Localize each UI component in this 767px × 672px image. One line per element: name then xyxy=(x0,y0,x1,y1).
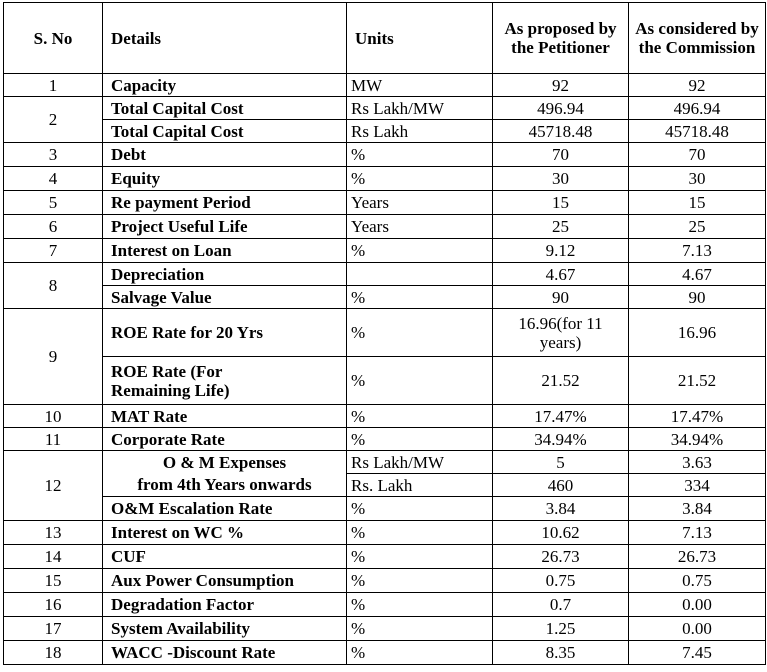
header-units: Units xyxy=(347,3,493,74)
row-commission-value: 15 xyxy=(629,191,766,215)
row-commission-value: 70 xyxy=(629,143,766,167)
table-row xyxy=(4,309,766,357)
parameters-table xyxy=(3,2,766,665)
row-commission-value: 92 xyxy=(629,74,766,97)
row-details: from 4th Years onwards xyxy=(103,474,347,497)
table-row xyxy=(4,167,766,191)
row-details: Debt xyxy=(103,143,347,167)
row-petitioner-value: 10.62 xyxy=(493,521,629,545)
row-petitioner-value: 5 xyxy=(493,451,629,474)
row-sno: 5 xyxy=(4,191,103,215)
row-units: % xyxy=(347,239,493,263)
row-sno: 4 xyxy=(4,167,103,191)
row-petitioner-value: 90 xyxy=(493,286,629,309)
row-petitioner-value: 460 xyxy=(493,474,629,497)
row-sno: 1 xyxy=(4,74,103,97)
row-units: % xyxy=(347,617,493,641)
row-details: Capacity xyxy=(103,74,347,97)
row-details: ROE Rate (For Remaining Life) xyxy=(103,357,347,405)
row-units: % xyxy=(347,521,493,545)
row-details: Corporate Rate xyxy=(103,428,347,451)
header-petitioner: As proposed by the Petitioner xyxy=(493,3,629,74)
row-units: % xyxy=(347,357,493,405)
row-petitioner-value: 45718.48 xyxy=(493,120,629,143)
table-row xyxy=(4,545,766,569)
row-details: Interest on Loan xyxy=(103,239,347,263)
row-units: Rs Lakh/MW xyxy=(347,451,493,474)
row-units: % xyxy=(347,593,493,617)
row-details: Aux Power Consumption xyxy=(103,569,347,593)
row-petitioner-value: 17.47% xyxy=(493,405,629,428)
row-sno: 15 xyxy=(4,569,103,593)
row-details: Interest on WC % xyxy=(103,521,347,545)
row-units: % xyxy=(347,428,493,451)
row-petitioner-value: 30 xyxy=(493,167,629,191)
table-row xyxy=(4,74,766,97)
header-sno: S. No xyxy=(4,3,103,74)
table-row xyxy=(4,593,766,617)
row-commission-value: 21.52 xyxy=(629,357,766,405)
row-units: Rs. Lakh xyxy=(347,474,493,497)
row-petitioner-value: 9.12 xyxy=(493,239,629,263)
row-commission-value: 0.00 xyxy=(629,593,766,617)
row-sno: 16 xyxy=(4,593,103,617)
row-units: % xyxy=(347,545,493,569)
row-commission-value: 496.94 xyxy=(629,97,766,120)
row-details: MAT Rate xyxy=(103,405,347,428)
row-commission-value: 7.13 xyxy=(629,239,766,263)
row-details: Salvage Value xyxy=(103,286,347,309)
table-row xyxy=(4,120,766,143)
row-units: % xyxy=(347,405,493,428)
row-sno: 9 xyxy=(4,309,103,405)
row-sno: 3 xyxy=(4,143,103,167)
row-sno: 10 xyxy=(4,405,103,428)
row-petitioner-value: 8.35 xyxy=(493,641,629,665)
row-petitioner-value: 70 xyxy=(493,143,629,167)
row-petitioner-value: 0.7 xyxy=(493,593,629,617)
table-row xyxy=(4,143,766,167)
table-row xyxy=(4,451,766,474)
row-commission-value: 90 xyxy=(629,286,766,309)
row-details: Project Useful Life xyxy=(103,215,347,239)
row-sno: 6 xyxy=(4,215,103,239)
row-petitioner-value: 1.25 xyxy=(493,617,629,641)
row-details: Depreciation xyxy=(103,263,347,286)
row-commission-value: 4.67 xyxy=(629,263,766,286)
row-details: ROE Rate for 20 Yrs xyxy=(103,309,347,357)
row-details: Total Capital Cost xyxy=(103,97,347,120)
row-details: System Availability xyxy=(103,617,347,641)
table-row xyxy=(4,215,766,239)
row-commission-value: 7.45 xyxy=(629,641,766,665)
row-units: % xyxy=(347,569,493,593)
row-petitioner-value: 34.94% xyxy=(493,428,629,451)
row-units: Rs Lakh/MW xyxy=(347,97,493,120)
table-row xyxy=(4,641,766,665)
header-details: Details xyxy=(103,3,347,74)
row-petitioner-value: 26.73 xyxy=(493,545,629,569)
header-row xyxy=(4,3,766,74)
row-details: O & M Expenses xyxy=(103,451,347,474)
row-commission-value: 3.84 xyxy=(629,497,766,521)
row-commission-value: 3.63 xyxy=(629,451,766,474)
row-sno: 18 xyxy=(4,641,103,665)
row-units: % xyxy=(347,167,493,191)
table-row xyxy=(4,286,766,309)
row-details: O&M Escalation Rate xyxy=(103,497,347,521)
table-row xyxy=(4,405,766,428)
row-commission-value: 16.96 xyxy=(629,309,766,357)
row-petitioner-value: 25 xyxy=(493,215,629,239)
row-commission-value: 0.75 xyxy=(629,569,766,593)
row-units xyxy=(347,263,493,286)
row-units: Years xyxy=(347,191,493,215)
table-row xyxy=(4,569,766,593)
table-row xyxy=(4,357,766,405)
row-commission-value: 334 xyxy=(629,474,766,497)
row-units: % xyxy=(347,497,493,521)
table-row xyxy=(4,521,766,545)
row-petitioner-value: 3.84 xyxy=(493,497,629,521)
row-details: WACC -Discount Rate xyxy=(103,641,347,665)
row-units: % xyxy=(347,641,493,665)
table-row xyxy=(4,617,766,641)
table-row xyxy=(4,428,766,451)
row-units: Years xyxy=(347,215,493,239)
row-petitioner-value: 15 xyxy=(493,191,629,215)
table-row xyxy=(4,239,766,263)
row-units: MW xyxy=(347,74,493,97)
table-row xyxy=(4,97,766,120)
row-petitioner-value: 0.75 xyxy=(493,569,629,593)
row-details: Degradation Factor xyxy=(103,593,347,617)
row-commission-value: 7.13 xyxy=(629,521,766,545)
row-petitioner-value: 496.94 xyxy=(493,97,629,120)
row-sno: 7 xyxy=(4,239,103,263)
row-commission-value: 34.94% xyxy=(629,428,766,451)
row-commission-value: 0.00 xyxy=(629,617,766,641)
row-details: CUF xyxy=(103,545,347,569)
row-petitioner-value: 21.52 xyxy=(493,357,629,405)
row-units: % xyxy=(347,143,493,167)
row-sno: 17 xyxy=(4,617,103,641)
row-units: % xyxy=(347,309,493,357)
row-units: Rs Lakh xyxy=(347,120,493,143)
row-commission-value: 45718.48 xyxy=(629,120,766,143)
table-row xyxy=(4,191,766,215)
row-commission-value: 25 xyxy=(629,215,766,239)
row-commission-value: 26.73 xyxy=(629,545,766,569)
row-commission-value: 17.47% xyxy=(629,405,766,428)
row-sno: 2 xyxy=(4,97,103,143)
table-row xyxy=(4,474,766,497)
row-sno: 11 xyxy=(4,428,103,451)
row-details: Equity xyxy=(103,167,347,191)
table-row xyxy=(4,497,766,521)
row-details: Re payment Period xyxy=(103,191,347,215)
table-row xyxy=(4,263,766,286)
row-petitioner-value: 92 xyxy=(493,74,629,97)
row-details: Total Capital Cost xyxy=(103,120,347,143)
row-units: % xyxy=(347,286,493,309)
row-sno: 8 xyxy=(4,263,103,309)
row-sno: 13 xyxy=(4,521,103,545)
row-sno: 14 xyxy=(4,545,103,569)
row-sno: 12 xyxy=(4,451,103,521)
row-petitioner-value: 16.96(for 11 years) xyxy=(493,309,629,357)
header-commission: As considered by the Commission xyxy=(629,3,766,74)
row-commission-value: 30 xyxy=(629,167,766,191)
row-petitioner-value: 4.67 xyxy=(493,263,629,286)
